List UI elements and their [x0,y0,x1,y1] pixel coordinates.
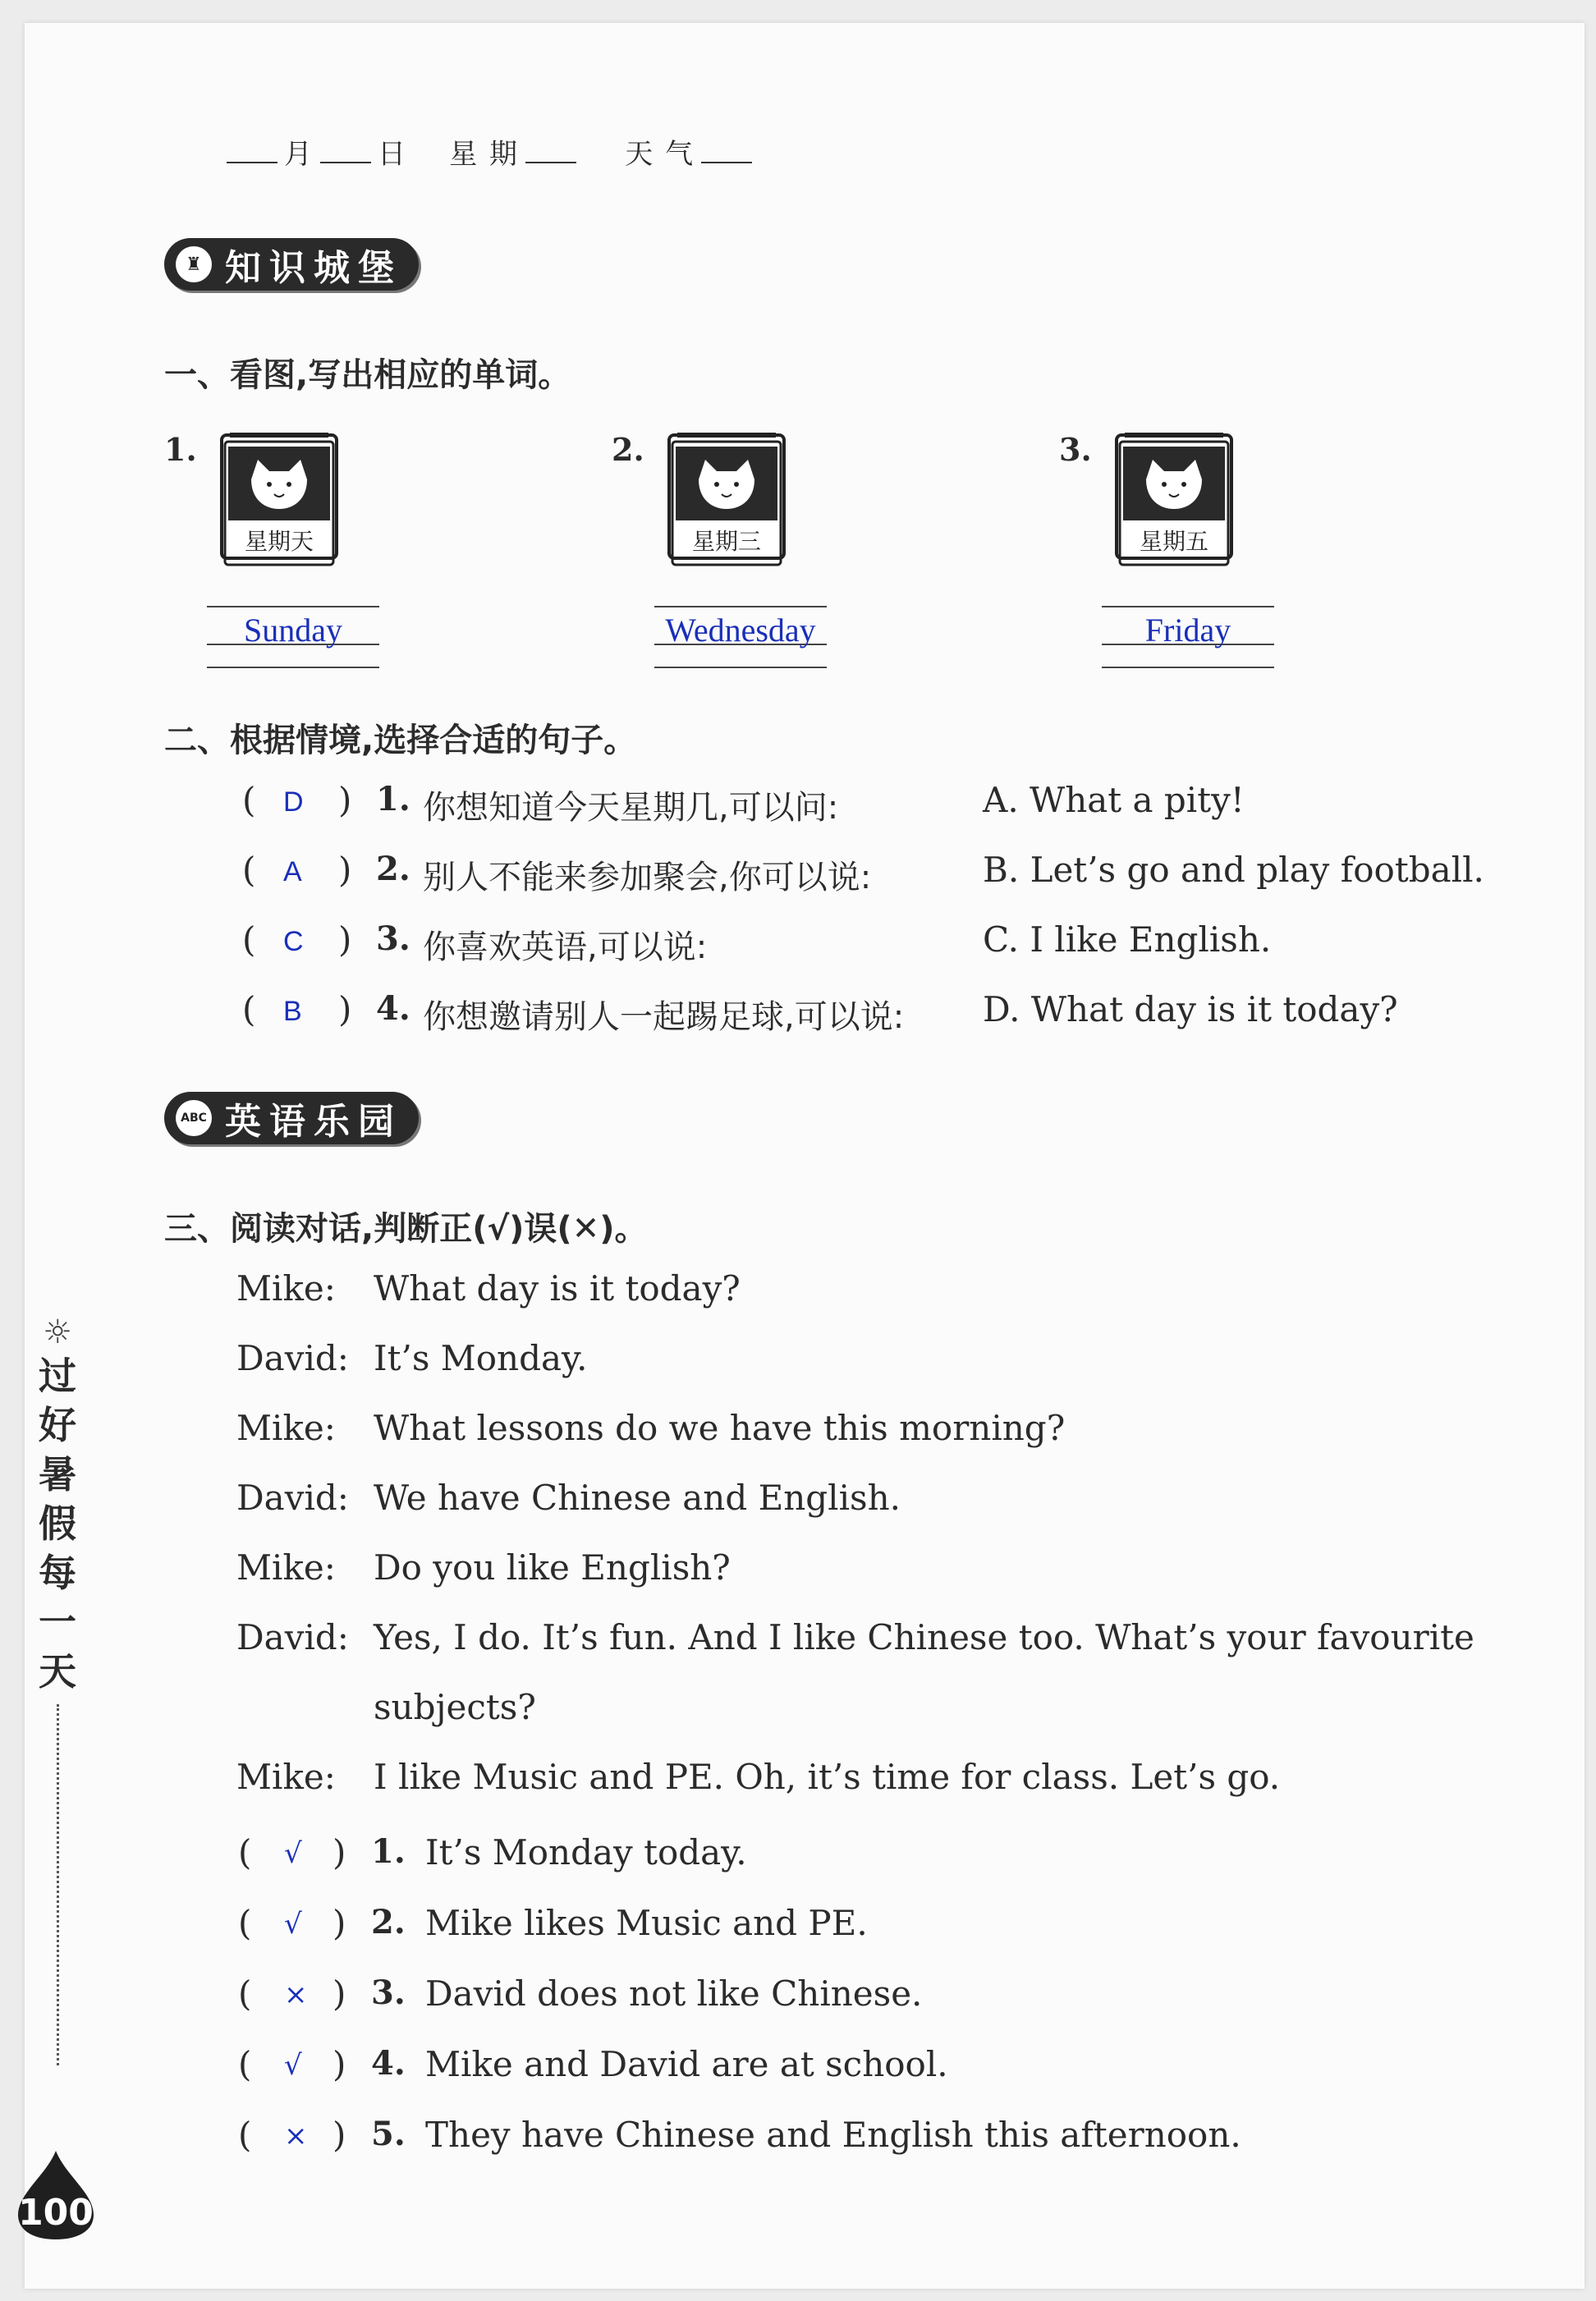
speaker-label: David: [236,1478,349,1518]
question-number: 4. [376,989,410,1028]
speaker-label: Mike: [236,1268,336,1309]
close-paren: ) [332,1973,346,2014]
calendar-label: 星期三 [691,528,761,555]
calendar-icon [1108,427,1240,566]
judgement-mark: √ [284,2049,302,2082]
handwritten-answer: Sunday [244,612,342,649]
section1-title: 一、看图,写出相应的单词。 [164,356,571,394]
abc-blocks-icon: ABC [176,1100,212,1136]
option-text: C. I like English. [983,919,1272,960]
item-number: 2. [612,431,644,468]
close-paren: ) [332,2044,346,2084]
dialogue-line: subjects? [374,1687,536,1727]
english-garden-banner: ABC 英语乐园 [164,1092,419,1144]
side-title [33,1313,82,2065]
close-paren: ) [338,850,352,890]
open-paren: ( [242,850,256,890]
open-paren: ( [238,1973,252,2014]
open-paren: ( [242,780,256,820]
situation-text: 你喜欢英语,可以说: [423,928,708,966]
calendar-icon [661,427,792,566]
question-number: 2. [376,850,410,888]
choice-answer: A [283,856,302,887]
item-number: 3. [1059,431,1092,468]
statement-text: David does not like Chinese. [425,1973,923,2014]
section2-title: 二、根据情境,选择合适的句子。 [164,722,637,759]
statement-text: They have Chinese and English this afternoon. [425,2115,1241,2155]
side-title-char: 每 [39,1551,76,1595]
speaker-label: Mike: [236,1757,336,1797]
dialogue-line: Do you like English? [374,1547,731,1588]
statement-text: It’s Monday today. [425,1832,747,1872]
side-title-char: 假 [39,1501,76,1546]
knowledge-castle-banner: ♜ 知识城堡 [164,238,419,291]
question-number: 3. [376,919,410,958]
dotted-divider [57,1704,59,2065]
dialogue-line: We have Chinese and English. [374,1478,901,1518]
judgement-mark: × [284,2120,308,2152]
section3-title: 三、阅读对话,判断正(√)误(✕)。 [164,1210,648,1248]
answer-blank [654,606,827,667]
situation-text: 你想知道今天星期几,可以问: [423,789,839,827]
judgement-mark: √ [284,1837,302,1870]
page-number-badge [15,2151,97,2233]
statement-number: 4. [371,2044,406,2083]
situation-text: 你想邀请别人一起踢足球,可以说: [423,998,905,1036]
answer-blank [207,606,379,667]
dialogue-line: Yes, I do. It’s fun. And I like Chinese too. What’s your favourite [374,1617,1474,1657]
close-paren: ) [332,2115,346,2155]
dialogue-line: What day is it today? [374,1268,741,1309]
close-paren: ) [338,919,352,960]
close-paren: ) [332,1832,346,1872]
dialogue-line: It’s Monday. [374,1338,588,1378]
handwritten-answer: Friday [1144,612,1231,649]
option-text: B. Let’s go and play football. [983,850,1484,890]
speaker-label: David: [236,1338,349,1378]
close-paren: ) [338,780,352,820]
statement-number: 5. [371,2115,406,2153]
side-title-char: 过 [39,1354,76,1398]
side-title-char: 暑 [39,1452,76,1497]
statement-number: 3. [371,1973,406,2012]
open-paren: ( [238,2115,252,2155]
calendar-label: 星期五 [1139,528,1208,555]
close-paren: ) [338,989,352,1029]
sun-icon: ☼ [43,1313,72,1351]
side-title-char: 好 [39,1403,76,1447]
date-header: 月 日 星 期 天 气 [220,131,759,172]
option-text: A. What a pity! [983,780,1245,820]
choice-answer: B [283,996,302,1027]
calendar-icon [213,427,345,566]
open-paren: ( [242,989,256,1029]
castle-icon: ♜ [176,246,212,282]
dialogue-line: I like Music and PE. Oh, it’s time for class. Let’s go. [374,1757,1281,1797]
statement-text: Mike likes Music and PE. [425,1903,868,1943]
side-title-char: 一 [39,1600,76,1644]
statement-number: 2. [371,1903,406,1941]
situation-text: 别人不能来参加聚会,你可以说: [423,859,872,896]
close-paren: ) [332,1903,346,1943]
open-paren: ( [238,1903,252,1943]
choice-answer: C [283,926,304,957]
judgement-mark: √ [284,1908,302,1941]
handwritten-answer: Wednesday [665,612,816,649]
open-paren: ( [238,1832,252,1872]
side-title-char: 天 [39,1649,76,1694]
open-paren: ( [242,919,256,960]
calendar-label: 星期天 [244,528,314,555]
statement-text: Mike and David are at school. [425,2044,948,2084]
speaker-label: Mike: [236,1408,336,1448]
dialogue-line: What lessons do we have this morning? [374,1408,1066,1448]
question-number: 1. [376,780,410,818]
speaker-label: David: [236,1617,349,1657]
item-number: 1. [164,431,197,468]
answer-blank [1102,606,1274,667]
choice-answer: D [283,786,304,818]
page-number: 100 [18,2192,94,2234]
speaker-label: Mike: [236,1547,336,1588]
option-text: D. What day is it today? [983,989,1398,1029]
open-paren: ( [238,2044,252,2084]
judgement-mark: × [284,1978,308,2011]
statement-number: 1. [371,1832,406,1871]
